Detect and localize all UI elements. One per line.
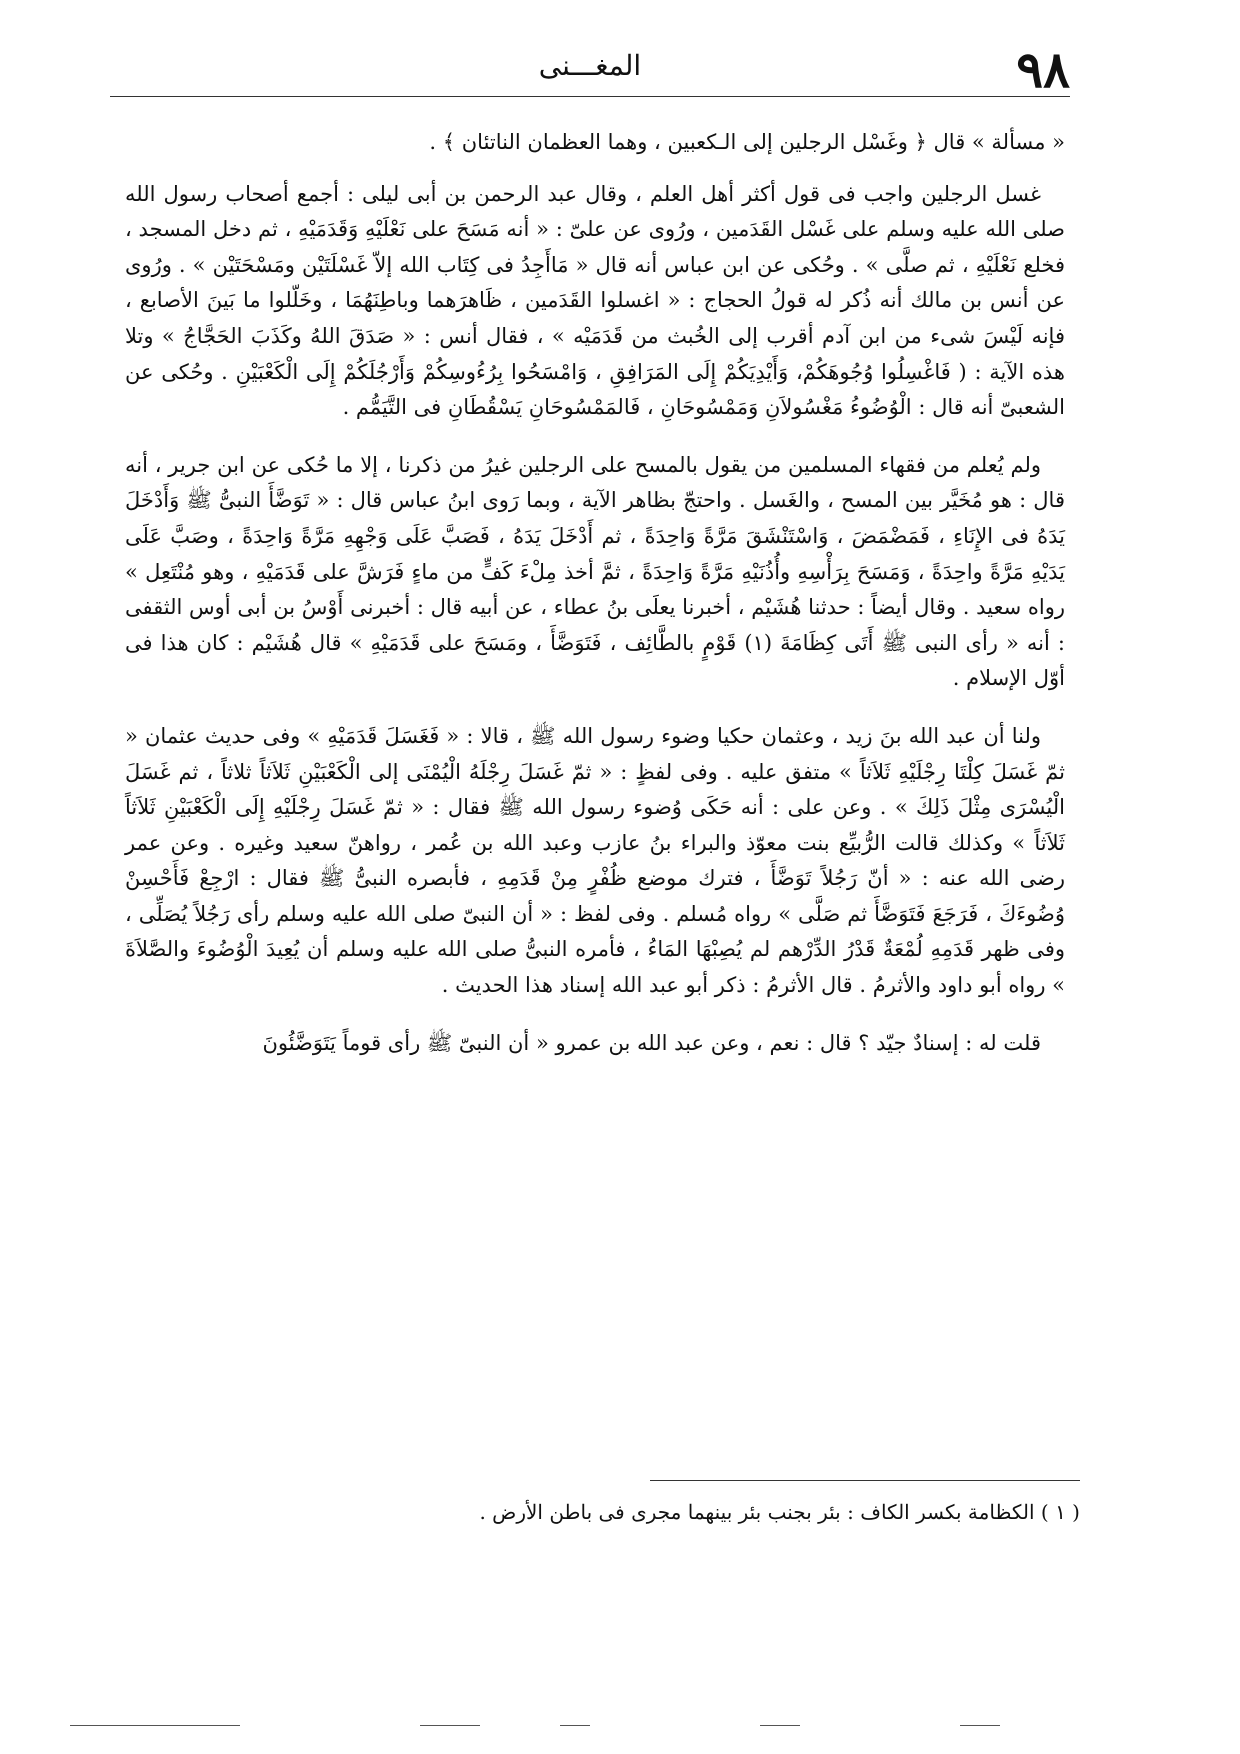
- main-text: [125, 125, 1065, 1680]
- footnote: ( ١ ) الكظامة بكسر الكاف : بئر بجنب بئر بينهما مجرى فى باطن الأرض .: [479, 1500, 1080, 1524]
- page-number: ٩٨: [1016, 40, 1070, 99]
- issue-heading: « مسألة » قال ﴿ وغَسْل الرجلين إلى الـكعبين ، وهما العظمان الناتئان ﴾ .: [429, 130, 1065, 154]
- paragraph-2: ولم يُعلم من فقهاء المسلمين من يقول بالمسح على الرجلين غيرُ من ذكرنا ، إلا ما حُكى عن ابن جرير ، أنه قال : هو مُخَيَّر بين المسح ، والغَسل . واحتجّ بظاهر الآية ، وبما رَوى ابنُ عباس قال : « تَوَضَّأَ النبىُّ ﷺ وَأَدْخَلَ يَدَهُ فى الإِنَاءِ ، فَمَضْمَضَ ، وَاسْتَنْشَقَ مَرَّةً وَاحِدَةً ، ثم أَدْخَلَ يَدَهُ ، فَصَبَّ عَلَى وَجْهِهِ مَرَّةً وَاحِدَةً ، وصَبَّ عَلَى يَدَيْهِ مَرَّةً واحِدَةً ، وَمَسَحَ بِرَأْسِهِ وأُذُنَيْهِ مَرَّةً وَاحِدَةً ، ثمَّ أخذ مِلْءَ كَفٍّ من ماءٍ فَرَشَّ على قَدَمَيْهِ ، وهو مُنْتَعِل » رواه سعيد . وقال أيضاً : حدثنا هُشَيْم ، أخبرنا يعلَى بنُ عطاء ، عن أبيه قال : أخبرنى أَوْسُ بن أبى أوس الثقفى : أنه « رأى النبى ﷺ أَتَى كِظَامَةَ (١) قَوْمٍ بالطَّائِف ، فَتَوَضَّأَ ، ومَسَحَ على قَدَمَيْهِ » قال هُشَيْم : كان هذا فى أوّل الإسلام .: [125, 452, 1065, 691]
- paragraph-4: قلت له : إسنادٌ جيّد ؟ قال : نعم ، وعن عبد الله بن عمرو « أن النبىّ ﷺ رأى قوماً يَتَوَضَّئُونَ: [262, 1030, 1041, 1055]
- footnote-rule: [650, 1480, 1080, 1481]
- scan-mark: [70, 1725, 240, 1726]
- page-header: [110, 40, 1070, 100]
- header-rule: [110, 96, 1070, 97]
- scan-bottom-marks: [0, 1725, 1240, 1729]
- scan-mark: [560, 1725, 590, 1726]
- running-title: المغـــنى: [538, 49, 642, 82]
- paragraph-3: ولنا أن عبد الله بنَ زيد ، وعثمان حكيا وضوء رسول الله ﷺ ، قالا : « فَغَسَلَ قَدَمَيْهِ » وفى حديث عثمان « ثمّ غَسَلَ كِلْتَا رِجْلَيْهِ ثَلاَثاً » متفق عليه . وفى لفظٍ : « ثمّ غَسَلَ رِجْلَهُ الْيُمْنَى إلى الْكَعْبَيْنِ ثَلاَثاً ثلاثاً ، ثم غَسَلَ الْيُسْرَى مِثْلَ ذَلِكَ » . وعن على : أنه حَكَى وُضوء رسول الله ﷺ فقال : « ثمّ غَسَلَ رِجْلَيْهِ إِلَى الْكَعْبَيْنِ ثَلاَثاً ثَلاَثاً » وكذلك قالت الرُّبيِّع بنت معوّذ والبراء بنُ عازب وعبد الله بن عُمر ، رواهنّ سعيد وغيره . وعن عمر رضى الله عنه : « أنّ رَجُلاً تَوَضَّأَ ، فترك موضع ظُفْرٍ مِنْ قَدَمِهِ ، فأبصره النبىُّ ﷺ فقال : ارْجِعْ فَأَحْسِنْ وُضُوءَكَ ، فَرَجَعَ فَتَوَضَّأَ ثم صَلَّى » رواه مُسلم . وفى لفظ : « أن النبىّ صلى الله عليه وسلم رأى رَجُلاً يُصَلِّى ، وفى ظهر قَدَمِهِ لُمْعَةٌ قَدْرُ الدِّرْهم لم يُصِبْهَا المَاءُ ، فأمره النبىُّ صلى الله عليه وسلم أن يُعِيدَ الْوُضُوءَ والصَّلاَةَ » رواه أبو داود والأثرمُ . قال الأثرمُ : ذكر أبو عبد الله إسناد هذا الحديث .: [125, 723, 1065, 998]
- paragraph-1: غسل الرجلين واجب فى قول أكثر أهل العلم ، وقال عبد الرحمن بن أبى ليلى : أجمع أصحاب رسول الله صلى الله عليه وسلم على غَسْل القَدَمين ، ورُوى عن علىّ : « أنه مَسَحَ على نَعْلَيْهِ وَقَدَمَيْهِ ، ثم دخل المسجد ، فخلع نَعْلَيْهِ ، ثم صلَّى » . وحُكى عن ابن عباس أنه قال « مَاأَجِدُ فى كِتَاب الله إلاّ غَسْلَتَيْن ومَسْحَتَيْن » . ورُوى عن أنس بن مالك أنه ذُكر له قولُ الحجاج : « اغسلوا القَدَمين ، ظَاهرَهما وباطِنَهُمَا ، وخَلّلوا ما بَينَ الأصابع ، فإنه لَيْسَ شىء من ابن آدم أقرب إلى الخُبث من قَدَمَيْه » ، فقال أنس : « صَدَقَ اللهُ وكَذَبَ الحَجَّاجُ » وتلا هذه الآية : ( فَاغْسِلُوا وُجُوهَكُمْ، وَأَيْدِيَكُمْ إِلَى المَرَافِقِ ، وَامْسَحُوا بِرُءُوسِكُمْ وَأَرْجُلَكُمْ إِلَى الْكَعْبَيْنِ . وحُكى عن الشعبىّ أنه قال : الْوُضُوءُ مَغْسُولاَنِ وَمَمْسُوحَانِ ، فَالمَمْسُوحَانِ يَسْقُطَانِ فى التَّيَمُّم .: [125, 181, 1065, 420]
- scan-mark: [420, 1725, 480, 1726]
- scan-mark: [960, 1725, 1000, 1726]
- scan-mark: [760, 1725, 800, 1726]
